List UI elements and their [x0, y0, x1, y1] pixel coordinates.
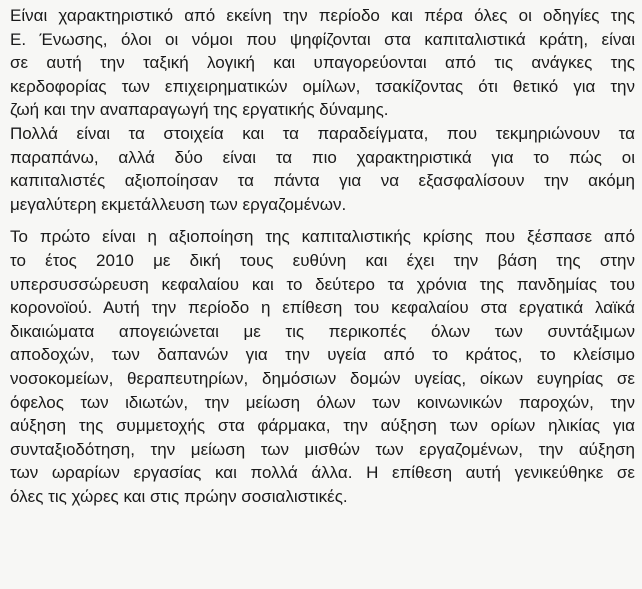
text-line: όλες τις χώρες και στις πρώην σοσιαλιστικές.: [10, 486, 348, 506]
text-line: ζωή και την αναπαραγωγή της εργατικής δύναμης.: [10, 100, 389, 120]
text-line: Το πρώτο είναι η αξιοποίηση της καπιταλιστικής κρίσης που ξέσπασε από: [10, 227, 635, 247]
text-line: κορονοϊού. Αυτή την περίοδο η επίθεση του κεφαλαίου στα εργατικά λαϊκά: [10, 298, 635, 318]
paragraph-1: [10, 4, 635, 122]
text-line: μεγαλύτερη εκμετάλλευση των εργαζομένων.: [10, 194, 347, 214]
document-page: [10, 4, 635, 508]
text-line: νοσοκομείων, θεραπευτηρίων, δημόσιων δομών υγείας, οίκων ευγηρίας σε: [10, 368, 635, 388]
paragraph-3: [10, 225, 635, 508]
paragraph-2: [10, 122, 635, 216]
text-line: δικαιώματα απογειώνεται με τις περικοπές όλων των συντάξιμων: [10, 321, 635, 341]
text-line: καπιταλιστές αξιοποίησαν τα πάντα για να εξασφαλίσουν την ακόμη: [10, 171, 635, 191]
text-line: Ε. Ένωσης, όλοι οι νόμοι που ψηφίζονται στα καπιταλιστικά κράτη, είναι: [10, 29, 635, 49]
text-line: το έτος 2010 με δική τους ευθύνη και έχει την βάση της στην: [10, 250, 635, 270]
text-line: σε αυτή την ταξική λογική και υπαγορεύονται από τις ανάγκες της: [10, 53, 635, 73]
text-line: όφελος των ιδιωτών, την μείωση όλων των κοινωνικών παροχών, την: [10, 392, 635, 412]
text-line: Πολλά είναι τα στοιχεία και τα παραδείγματα, που τεκμηριώνουν τα: [10, 123, 635, 143]
text-line: των ωραρίων εργασίας και πολλά άλλα. Η επίθεση αυτή γενικεύθηκε σε: [10, 463, 635, 483]
text-line: αύξηση της συμμετοχής στα φάρμακα, την αύξηση των ορίων ηλικίας για: [10, 416, 635, 436]
text-line: υπερσυσσώρευση κεφαλαίου και το δεύτερο τα χρόνια της πανδημίας του: [10, 274, 635, 294]
text-line: Είναι χαρακτηριστικό από εκείνη την περίοδο και πέρα όλες οι οδηγίες της: [10, 6, 635, 25]
text-line: αποδοχών, των δαπανών για την υγεία από το κράτος, το κλείσιμο: [10, 345, 635, 365]
text-line: συνταξιοδότηση, την μείωση των μισθών των εργαζομένων, την αύξηση: [10, 439, 635, 459]
text-line: κερδοφορίας των επιχειρηματικών ομίλων, τσακίζοντας ότι θετικό για την: [10, 76, 635, 96]
paragraph-gap: [10, 216, 635, 225]
text-line: παραπάνω, αλλά δύο είναι τα πιο χαρακτηριστικά για το πώς οι: [10, 147, 635, 167]
